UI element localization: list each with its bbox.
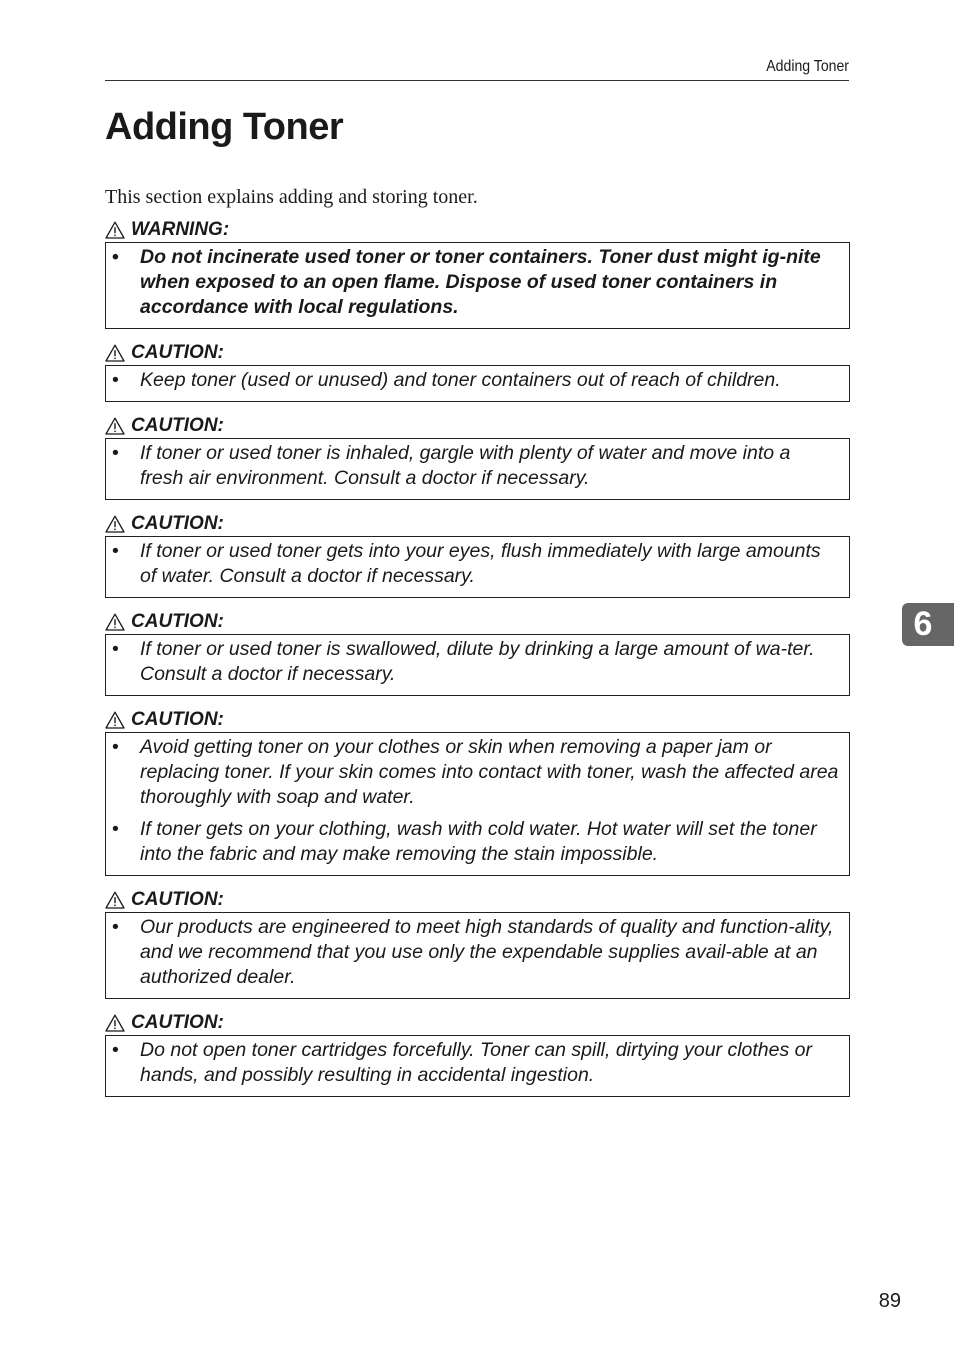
bullet: • [112,246,119,268]
notice-label-text: WARNING: [131,219,230,240]
notice-item [110,441,839,491]
notice-label-text: CAUTION: [131,342,224,363]
notice-text: If toner gets on your clothing, wash with cold water. Hot water will set the toner into the fabric and may make removing the stain impossible. [140,818,817,865]
notice-label-text: CAUTION: [131,709,224,730]
notice-text: If toner or used toner gets into your eyes, flush immediately with large amounts of water. Consult a doctor if necessary. [140,540,821,587]
warning-notice [105,218,850,329]
bullet: • [112,638,119,660]
notice-text: Do not open toner cartridges forcefully. Toner can spill, dirtying your clothes or hands, and possibly resulting in accidental ingestion. [140,1039,813,1086]
notice-label [105,341,850,365]
notice-label [105,708,850,732]
warning-triangle-icon [105,891,125,909]
notice-item [110,915,839,990]
caution-notice [105,708,850,876]
notice-label-text: CAUTION: [131,1012,224,1033]
bullet: • [112,1039,119,1061]
warning-triangle-icon [105,613,125,631]
notice-item [110,817,839,867]
notice-label-text: CAUTION: [131,415,224,436]
notice-label-text: CAUTION: [131,513,224,534]
warning-triangle-icon [105,344,125,362]
notice-label [105,610,850,634]
notice-item [110,735,839,810]
notice-box [105,438,850,500]
bullet: • [112,442,119,464]
notice-label [105,512,850,536]
notice-text: Do not incinerate used toner or toner containers. Toner dust might ig-nite when exposed to an open flame. Dispose of used toner containers in accordance with local regulations. [140,246,821,318]
notice-label [105,1011,850,1035]
notice-label [105,888,850,912]
chapter-tab: 6 [902,603,954,646]
caution-notice [105,610,850,696]
intro-text: This section explains adding and storing toner. [105,186,478,208]
safety-notices [105,218,850,1109]
notice-box [105,365,850,402]
page-title: Adding Toner [105,106,344,148]
notice-text: If toner or used toner is swallowed, dilute by drinking a large amount of wa-ter. Consult a doctor if necessary. [140,638,815,685]
notice-box [105,634,850,696]
bullet: • [112,818,119,840]
notice-item [110,368,839,393]
notice-box [105,732,850,876]
bullet: • [112,540,119,562]
caution-notice [105,512,850,598]
notice-box [105,912,850,999]
notice-box [105,1035,850,1097]
notice-text: If toner or used toner is inhaled, gargle with plenty of water and move into a fresh air environment. Consult a doctor if necessary. [140,442,791,489]
caution-notice [105,414,850,500]
bullet: • [112,369,119,391]
page-number: 89 [878,1290,901,1312]
notice-box [105,536,850,598]
notice-label [105,218,850,242]
caution-notice [105,888,850,999]
notice-box [105,242,850,329]
caution-notice [105,1011,850,1097]
warning-triangle-icon [105,711,125,729]
notice-text: Keep toner (used or unused) and toner containers out of reach of children. [140,369,781,391]
warning-triangle-icon [105,221,125,239]
notice-item [110,245,839,320]
running-header: Adding Toner [105,56,849,81]
notice-item [110,637,839,687]
warning-triangle-icon [105,1014,125,1032]
notice-label-text: CAUTION: [131,611,224,632]
bullet: • [112,736,119,758]
notice-label-text: CAUTION: [131,889,224,910]
notice-text: Avoid getting toner on your clothes or skin when removing a paper jam or replacing toner. If your skin comes into contact with toner, wash the affected area thoroughly with soap and water. [140,736,839,808]
notice-item [110,1038,839,1088]
bullet: • [112,916,119,938]
notice-item [110,539,839,589]
notice-text: Our products are engineered to meet high standards of quality and function-ality, and we recommend that you use only the expendable supplies avail-able at an authorized dealer. [140,916,834,988]
warning-triangle-icon [105,515,125,533]
caution-notice [105,341,850,402]
notice-label [105,414,850,438]
warning-triangle-icon [105,417,125,435]
